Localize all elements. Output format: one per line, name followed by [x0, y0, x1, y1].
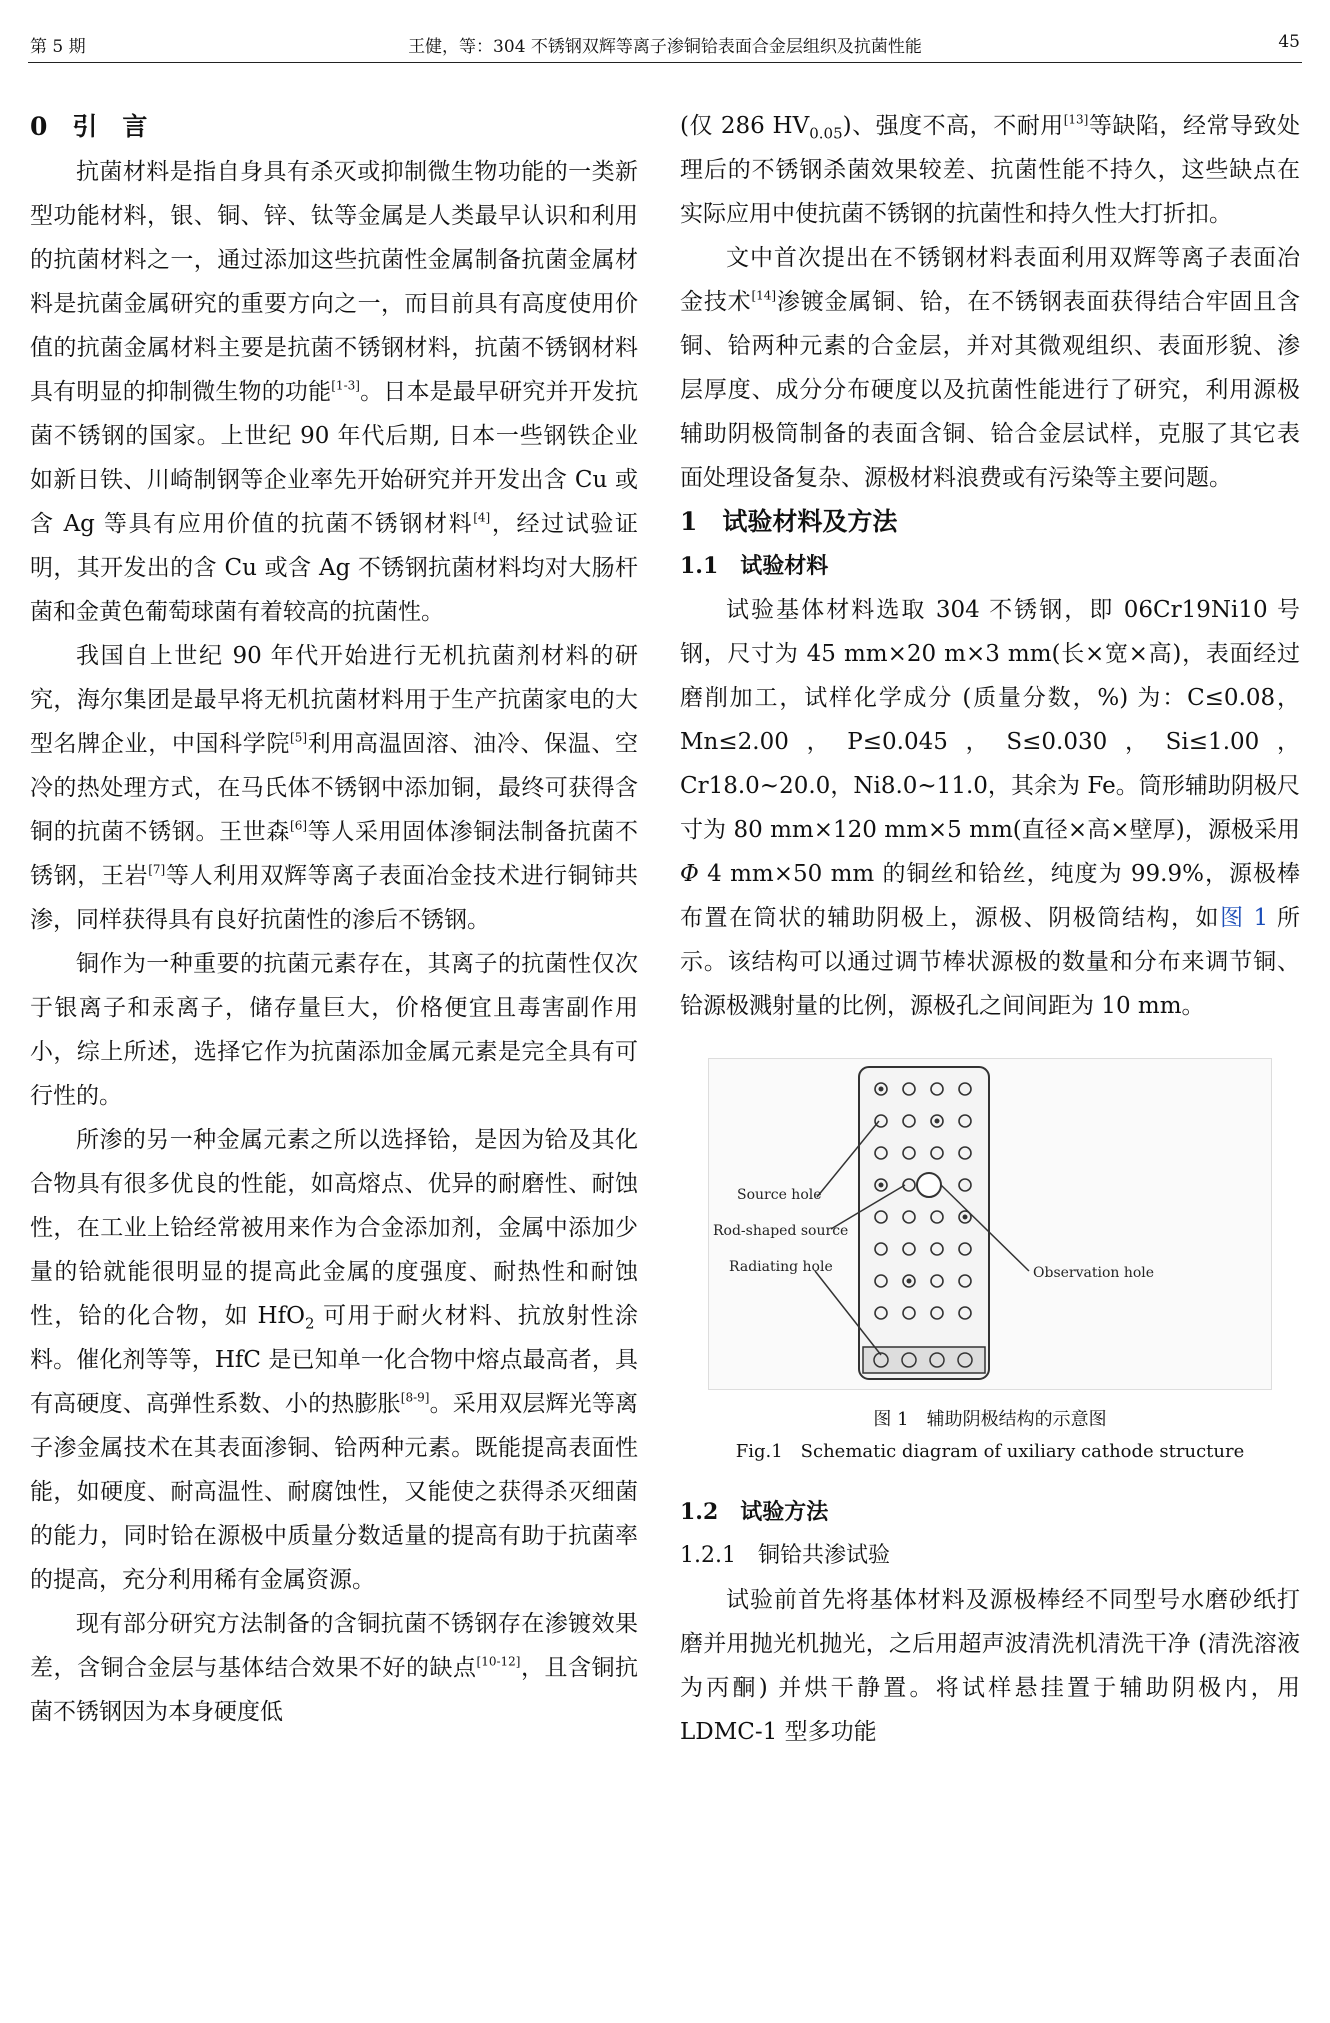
citation[interactable]: [1-3]	[331, 378, 360, 393]
right-column	[680, 104, 1300, 1754]
citation[interactable]: [14]	[751, 288, 777, 303]
paragraph: 试验基体材料选取 304 不锈钢，即 06Cr19Ni10 号钢，尺寸为 45 mm×20 m×3 mm(长×宽×高)，表面经过磨削加工，试样化学成分 (质量分数，%) 为：C≤0.08，Mn≤2.00，P≤0.045，S≤0.030，Si≤1.00，Cr18.0~20.0，Ni8.0~11.0，其余为 Fe。筒形辅助阴极尺寸为 80 mm×120 mm×5 mm(直径×高×壁厚)，源极采用Φ 4 mm×50 mm 的铜丝和铪丝，纯度为 99.9%，源极棒布置在筒状的辅助阴极上，源极、阴极筒结构，如图 1 所示。该结构可以通过调节棒状源极的数量和分布来调节铜、铪源极溅射量的比例，源极孔之间间距为 10 mm。	[680, 597, 1301, 1019]
subsection-heading-1-1: 1.1 试验材料	[680, 553, 829, 579]
cathode-diagram	[709, 1059, 1271, 1389]
citation[interactable]: [7]	[148, 862, 166, 877]
label-source-hole: Source hole	[737, 1187, 822, 1203]
radiating-band	[863, 1347, 985, 1373]
figure-caption-en: Fig.1 Schematic diagram of uxiliary cathode structure	[735, 1441, 1245, 1462]
issue-number: 第 5 期	[30, 37, 86, 57]
section-heading-intro: 0 引 言	[30, 112, 148, 141]
citation[interactable]: [4]	[473, 510, 491, 525]
paragraph: 文中首次提出在不锈钢材料表面利用双辉等离子表面冶金技术[14]渗镀金属铜、铪，在不锈钢表面获得结合牢固且含铜、铪两种元素的合金层，并对其微观组织、表面形貌、渗层厚度、成分分布硬度以及抗菌性能进行了研究，利用源极辅助阴极筒制备的表面含铜、铪合金层试样，克服了其它表面处理设备复杂、源极材料浪费或有污染等主要问题。	[680, 245, 1301, 491]
citation[interactable]: [10-12]	[476, 1654, 521, 1669]
paragraph: 我国自上世纪 90 年代开始进行无机抗菌剂材料的研究，海尔集团是最早将无机抗菌材料用于生产抗菌家电的大型名牌企业，中国科学院[5]利用高温固溶、油冷、保温、空冷的热处理方式，在马氏体不锈钢中添加铜，最终可获得含铜的抗菌不锈钢。王世森[6]等人采用固体渗铜法制备抗菌不锈钢，王岩[7]等人利用双辉等离子表面冶金技术进行铜铈共渗，同样获得具有良好抗菌性的渗后不锈钢。	[30, 643, 639, 933]
section-heading-1: 1 试验材料及方法	[680, 507, 898, 536]
page-number: 45	[1278, 32, 1300, 52]
header-rule	[28, 62, 1302, 63]
paragraph: 抗菌材料是指自身具有杀灭或抑制微生物功能的一类新型功能材料，银、铜、锌、钛等金属是人类最早认识和利用的抗菌材料之一，通过添加这些抗菌性金属制备抗菌金属材料是抗菌金属研究的重要方向之一，而目前具有高度使用价值的抗菌金属材料主要是抗菌不锈钢材料，抗菌不锈钢材料具有明显的抑制微生物的功能[1-3]。日本是最早研究并开发抗菌不锈钢的国家。上世纪 90 年代后期, 日本一些钢铁企业如新日铁、川崎制钢等企业率先开始研究并开发出含 Cu 或含 Ag 等具有应用价值的抗菌不锈钢材料[4]，经过试验证明，其开发出的含 Cu 或含 Ag 不锈钢抗菌材料均对大肠杆菌和金黄色葡萄球菌有着较高的抗菌性。	[30, 159, 639, 625]
paragraph: 所渗的另一种金属元素之所以选择铪，是因为铪及其化合物具有很多优良的性能，如高熔点、优异的耐磨性、耐蚀性，在工业上铪经常被用来作为合金添加剂，金属中添加少量的铪就能很明显的提高此金属的度强度、耐热性和耐蚀性，铪的化合物，如 HfO$_2$ 可用于耐火材料、抗放射性涂料。催化剂等等，HfC 是已知单一化合物中熔点最高者，具有高硬度、高弹性系数、小的热膨胀[8-9]。采用双层辉光等离子渗金属技术在其表面渗铜、铪两种元素。既能提高表面性能，如硬度、耐高温性、耐腐蚀性，又能使之获得杀灭细菌的能力，同时铪在源极中质量分数适量的提高有助于抗菌率的提高，充分利用稀有金属资源。	[30, 1127, 639, 1593]
citation[interactable]: [13]	[1063, 112, 1089, 127]
figure-1	[708, 1058, 1272, 1390]
paragraph: (仅 286 $HV_{0.05}$)、强度不高，不耐用[13]等缺陷，经常导致处理后的不锈钢杀菌效果较差、抗菌性能不持久，这些缺点在实际应用中使抗菌不锈钢的抗菌性和持久性大打折扣。	[680, 112, 1300, 227]
observation-hole	[917, 1173, 941, 1197]
citation[interactable]: [6]	[290, 818, 308, 833]
subsubsection-heading-1-2-1: 1.2.1 铜铪共渗试验	[680, 1543, 890, 1568]
label-rod-source: Rod-shaped source	[713, 1223, 849, 1239]
running-title: 王健，等：304 不锈钢双辉等离子渗铜铪表面合金层组织及抗菌性能	[408, 37, 922, 57]
label-radiating-hole: Radiating hole	[729, 1259, 833, 1275]
citation[interactable]: [5]	[290, 730, 308, 745]
paragraph: 铜作为一种重要的抗菌元素存在，其离子的抗菌性仅次于银离子和汞离子，储存量巨大，价格便宜且毒害副作用小，综上所述，选择它作为抗菌添加金属元素是完全具有可行性的。	[30, 951, 638, 1109]
citation[interactable]: [8-9]	[400, 1390, 430, 1405]
figure-link[interactable]: 图 1	[1220, 905, 1269, 931]
paragraph: 现有部分研究方法制备的含铜抗菌不锈钢存在渗镀效果差，含铜合金层与基体结合效果不好的缺点[10-12]，且含铜抗菌不锈钢因为本身硬度低	[30, 1611, 639, 1725]
figure-caption-cn: 图 1 辅助阴极结构的示意图	[873, 1409, 1107, 1430]
label-observation-hole: Observation hole	[1033, 1265, 1155, 1281]
left-column	[30, 104, 638, 1734]
subsection-heading-1-2: 1.2 试验方法	[680, 1499, 829, 1525]
paragraph: 试验前首先将基体材料及源极棒经不同型号水磨砂纸打磨并用抛光机抛光，之后用超声波清洗机清洗干净 (清洗溶液为丙酮) 并烘干静置。将试样悬挂置于辅助阴极内，用 LDMC-1 型多功能	[680, 1587, 1300, 1745]
